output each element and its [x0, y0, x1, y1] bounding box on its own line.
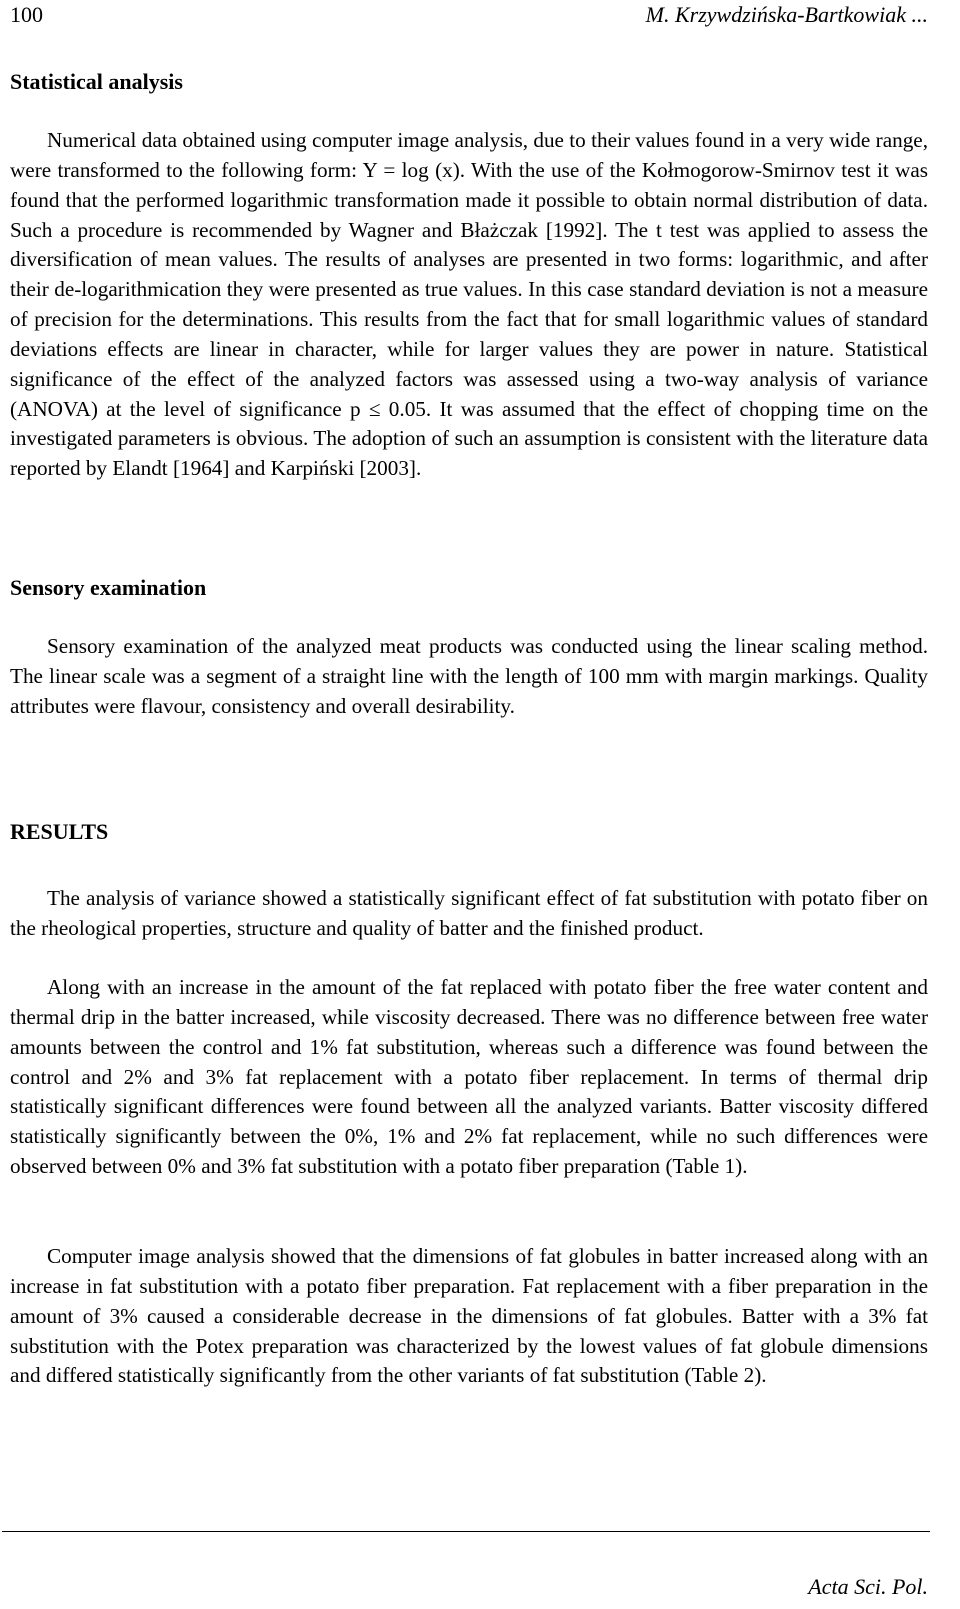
- paragraph-results-1: The analysis of variance showed a statistically significant effect of fat substitution with potato fiber on the rheological properties, structure and quality of batter and the finished product.: [10, 886, 928, 940]
- section-heading-statistical-analysis: Statistical analysis: [10, 69, 183, 94]
- page-number: 100: [10, 2, 43, 27]
- section-heading-results: RESULTS: [10, 819, 109, 844]
- paragraph-statistical-analysis: Numerical data obtained using computer image analysis, due to their values found in a very wide range, were transformed to the following form: Y = log (x). With the use of the Kołmogorow-Smirnov test it was found that the performed logarithmic transformation made it possible to obtain normal distribution of data. Such a procedure is recommended by Wagner and Błażczak [1992]. The t test was applied to assess the diversification of mean values. The results of analyses are presented in two forms: logarithmic, and after their de-logarithmication they were presented as true values. In this case standard deviation is not a measure of precision for the determinations. This results from the fact that for small logarithmic values of standard deviations effects are linear in character, while for larger values they are power in nature. Statistical significance of the effect of the analyzed factors was assessed using a two-way analysis of variance (ANOVA) at the level of significance p ≤ 0.05. It was assumed that the effect of chopping time on the investigated parameters is obvious. The adoption of such an assumption is consistent with the literature data reported by Elandt [1964] and Karpiński [2003].: [10, 128, 928, 481]
- footer-rule: [2, 1531, 930, 1532]
- journal-footer: Acta Sci. Pol.: [808, 1574, 928, 1599]
- paragraph-sensory-examination: Sensory examination of the analyzed meat products was conducted using the linear scaling method. The linear scale was a segment of a straight line with the length of 100 mm with margin markings. Quality attributes were flavour, consistency and overall desirability.: [10, 634, 928, 718]
- section-heading-sensory-examination: Sensory examination: [10, 575, 207, 600]
- running-header: [10, 2, 928, 30]
- paragraph-results-2: Along with an increase in the amount of the fat replaced with potato fiber the free water content and thermal drip in the batter increased, while viscosity decreased. There was no difference between free water amounts between the control and 1% fat substitution, whereas such a difference was found between the control and 2% and 3% fat replacement with a potato fiber replacement. In terms of thermal drip statistically significant differences were found between all the analyzed variants. Batter viscosity differed statistically significantly between the 0%, 1% and 2% fat replacement, while no such differences were observed between 0% and 3% fat substitution with a potato fiber preparation (Table 1).: [10, 975, 928, 1179]
- paragraph-results-3: Computer image analysis showed that the dimensions of fat globules in batter increased along with an increase in fat substitution with a potato fiber preparation. Fat replacement with a fiber preparation in the amount of 3% caused a considerable decrease in the dimensions of fat globules. Batter with a 3% fat substitution with the Potex preparation was characterized by the lowest values of fat globule dimensions and differed statistically significantly from the other variants of fat substitution (Table 2).: [10, 1244, 928, 1388]
- running-author: M. Krzywdzińska-Bartkowiak ...: [645, 2, 928, 27]
